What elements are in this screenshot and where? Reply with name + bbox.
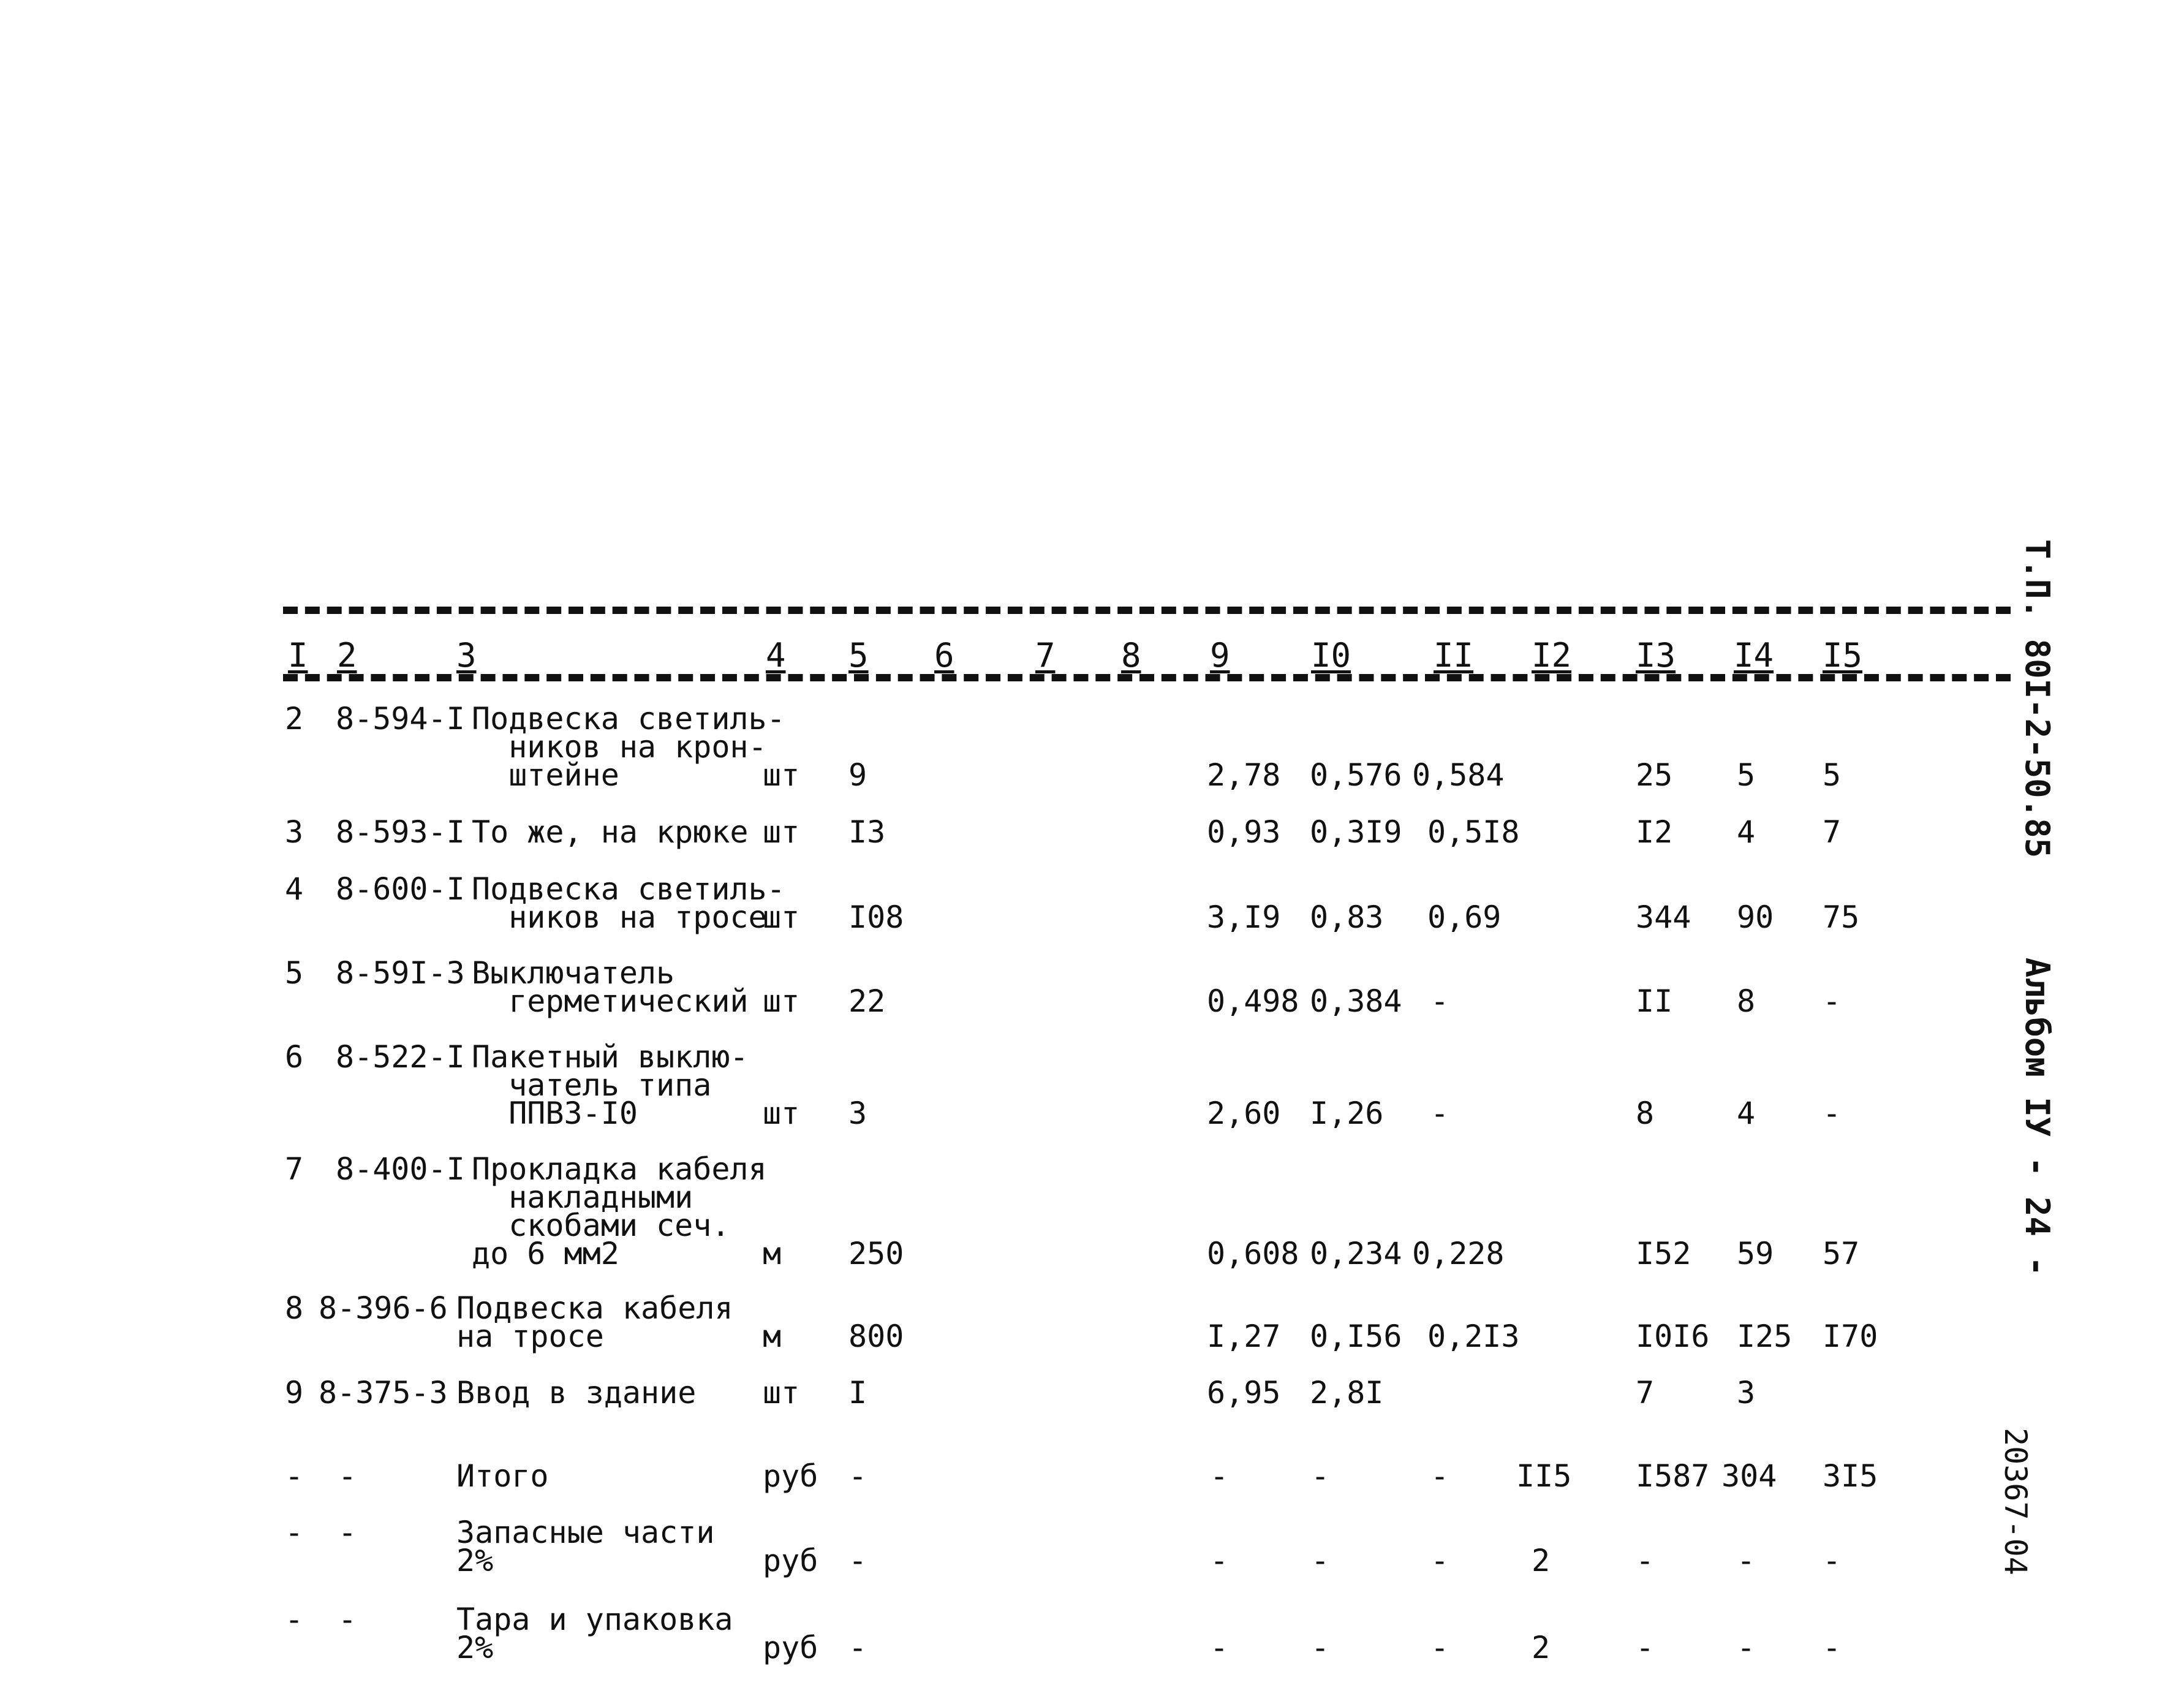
row-col14: 4	[1737, 1096, 1756, 1131]
row-unit: руб	[763, 1543, 818, 1578]
row-col9: 3,I9	[1207, 899, 1281, 935]
row-unit: шт	[763, 899, 800, 935]
row-col13: I587	[1636, 1458, 1710, 1494]
row-col14: 5	[1737, 757, 1756, 793]
row-col15: 75	[1823, 899, 1860, 935]
row-description: Пакетный выклю- чатель типа ППВЗ-I0	[472, 1039, 749, 1131]
row-code: 8-400-I	[336, 1151, 465, 1187]
col-header-6: 6	[934, 636, 954, 675]
row-number: 6	[285, 1039, 304, 1075]
top-dashed-rule	[283, 607, 2011, 614]
row-col10: 0,576	[1310, 757, 1402, 793]
row-col5: 9	[848, 757, 867, 793]
row-col5: -	[848, 1630, 867, 1665]
row-col10: 0,384	[1310, 983, 1402, 1019]
row-col11: -	[1430, 1096, 1449, 1131]
row-unit: шт	[763, 757, 800, 793]
row-col9: 0,608	[1207, 1236, 1299, 1271]
row-col12: 2	[1532, 1630, 1551, 1665]
row-col13: I2	[1636, 814, 1673, 850]
row-col11: 0,5I8	[1427, 814, 1520, 850]
row-col11: 0,2I3	[1427, 1319, 1520, 1354]
row-description: Запасные части 2%	[456, 1515, 715, 1578]
row-number: 9	[285, 1375, 304, 1411]
row-unit: шт	[763, 983, 800, 1019]
row-col13: I0I6	[1636, 1319, 1710, 1354]
row-col10: 2,8I	[1310, 1375, 1384, 1411]
row-col9: 2,78	[1207, 757, 1281, 793]
col-header-10: I0	[1311, 636, 1351, 675]
col-header-11: II	[1434, 636, 1474, 675]
row-description: Прокладка кабеля накладными скобами сеч. до 6 мм2	[472, 1151, 767, 1271]
row-description: Выключатель герметический	[472, 955, 749, 1019]
row-code: -	[338, 1458, 357, 1494]
row-col11: -	[1430, 1458, 1449, 1494]
row-col14: 8	[1737, 983, 1756, 1019]
row-col14: -	[1737, 1630, 1756, 1665]
row-col14: -	[1737, 1543, 1756, 1578]
row-code: -	[338, 1515, 357, 1550]
row-code: 8-375-3	[319, 1375, 448, 1411]
col-header-5: 5	[848, 636, 869, 675]
col-header-4: 4	[766, 636, 786, 675]
row-col15: 5	[1823, 757, 1842, 793]
row-col15: I70	[1823, 1319, 1878, 1354]
row-col9: I,27	[1207, 1319, 1281, 1354]
col-header-13: I3	[1636, 636, 1676, 675]
row-code: 8-594-I	[336, 701, 465, 737]
row-col13: 8	[1636, 1096, 1655, 1131]
row-col9: -	[1210, 1630, 1229, 1665]
row-col14: 4	[1737, 814, 1756, 850]
col-header-7: 7	[1035, 636, 1056, 675]
row-col5: I	[848, 1375, 867, 1411]
row-number: 2	[285, 701, 304, 737]
row-description: Подвеска светиль- ников на крон- штейне	[472, 701, 785, 793]
row-number: 3	[285, 814, 304, 850]
row-number: 4	[285, 871, 304, 907]
row-unit: м	[763, 1319, 782, 1354]
col-header-1: I	[288, 636, 308, 675]
row-col14: I25	[1737, 1319, 1793, 1354]
row-col9: 6,95	[1207, 1375, 1281, 1411]
row-col13: I52	[1636, 1236, 1691, 1271]
row-description: Подвеска светиль- ников на тросе	[472, 871, 785, 935]
row-col11: -	[1430, 1630, 1449, 1665]
row-col9: 2,60	[1207, 1096, 1281, 1131]
header-dashed-rule	[283, 674, 2011, 681]
row-col10: I,26	[1310, 1096, 1384, 1131]
row-col5: -	[848, 1543, 867, 1578]
row-col11: -	[1430, 983, 1449, 1019]
row-col15: 57	[1823, 1236, 1860, 1271]
col-header-8: 8	[1121, 636, 1141, 675]
row-unit: шт	[763, 1096, 800, 1131]
row-col9: 0,93	[1207, 814, 1281, 850]
row-code: 8-593-I	[336, 814, 465, 850]
row-unit: руб	[763, 1458, 818, 1494]
col-header-15: I5	[1823, 636, 1863, 675]
row-number: -	[285, 1458, 304, 1494]
row-number: 7	[285, 1151, 304, 1187]
row-col5: 3	[848, 1096, 867, 1131]
row-code: 8-396-6	[319, 1290, 448, 1326]
row-code: 8-522-I	[336, 1039, 465, 1075]
row-description: То же, на крюке	[472, 814, 749, 850]
row-col9: -	[1210, 1543, 1229, 1578]
row-number: -	[285, 1515, 304, 1550]
row-description: Ввод в здание	[456, 1375, 697, 1411]
row-col11: 0,69	[1427, 899, 1502, 935]
row-col9: -	[1210, 1458, 1229, 1494]
col-header-2: 2	[337, 636, 357, 675]
row-col10: 0,234	[1310, 1236, 1402, 1271]
row-description: Тара и упаковка 2%	[456, 1602, 733, 1665]
row-col13: II	[1636, 983, 1673, 1019]
row-col15: -	[1823, 1543, 1842, 1578]
col-header-14: I4	[1734, 636, 1774, 675]
row-col10: 0,I56	[1310, 1319, 1402, 1354]
row-col15: -	[1823, 1096, 1842, 1131]
row-col13: 344	[1636, 899, 1691, 935]
col-header-9: 9	[1210, 636, 1230, 675]
row-col15: -	[1823, 1630, 1842, 1665]
row-description: Итого	[456, 1458, 549, 1494]
row-col13: 25	[1636, 757, 1673, 793]
row-number: 5	[285, 955, 304, 991]
row-code: 8-59I-3	[336, 955, 465, 991]
row-col15: -	[1823, 983, 1842, 1019]
row-col13: -	[1636, 1630, 1655, 1665]
row-unit: шт	[763, 1375, 800, 1411]
row-col10: -	[1311, 1543, 1330, 1578]
row-col14: 304	[1721, 1458, 1777, 1494]
row-col5: I08	[848, 899, 904, 935]
row-col9: 0,498	[1207, 983, 1299, 1019]
row-code: 8-600-I	[336, 871, 465, 907]
row-col14: 90	[1737, 899, 1774, 935]
row-col10: 0,83	[1310, 899, 1384, 935]
document-side-label: Т.П. 80I-2-50.85 Альбом IУ - 24 -	[2018, 539, 2057, 1276]
row-code: -	[338, 1602, 357, 1637]
row-col5: 800	[848, 1319, 904, 1354]
row-col5: -	[848, 1458, 867, 1494]
document-stamp-number: 20367-04	[1998, 1428, 2033, 1575]
row-col12: 2	[1532, 1543, 1551, 1578]
row-col14: 3	[1737, 1375, 1756, 1411]
row-unit: м	[763, 1236, 782, 1271]
row-col14: 59	[1737, 1236, 1774, 1271]
row-col15: 7	[1823, 814, 1842, 850]
row-unit: руб	[763, 1630, 818, 1665]
row-col11: 0,584	[1412, 757, 1505, 793]
row-unit: шт	[763, 814, 800, 850]
row-col10: -	[1311, 1458, 1330, 1494]
row-col13: -	[1636, 1543, 1655, 1578]
row-col15: 3I5	[1823, 1458, 1878, 1494]
row-col5: 250	[848, 1236, 904, 1271]
row-col10: -	[1311, 1630, 1330, 1665]
row-number: -	[285, 1602, 304, 1637]
row-number: 8	[285, 1290, 304, 1326]
row-col10: 0,3I9	[1310, 814, 1402, 850]
col-header-3: 3	[456, 636, 477, 675]
row-col11: -	[1430, 1543, 1449, 1578]
row-col11: 0,228	[1412, 1236, 1505, 1271]
row-col5: I3	[848, 814, 886, 850]
row-col5: 22	[848, 983, 886, 1019]
row-description: Подвеска кабеля на тросе	[456, 1290, 733, 1354]
row-col12: II5	[1516, 1458, 1572, 1494]
col-header-12: I2	[1532, 636, 1572, 675]
row-col13: 7	[1636, 1375, 1655, 1411]
